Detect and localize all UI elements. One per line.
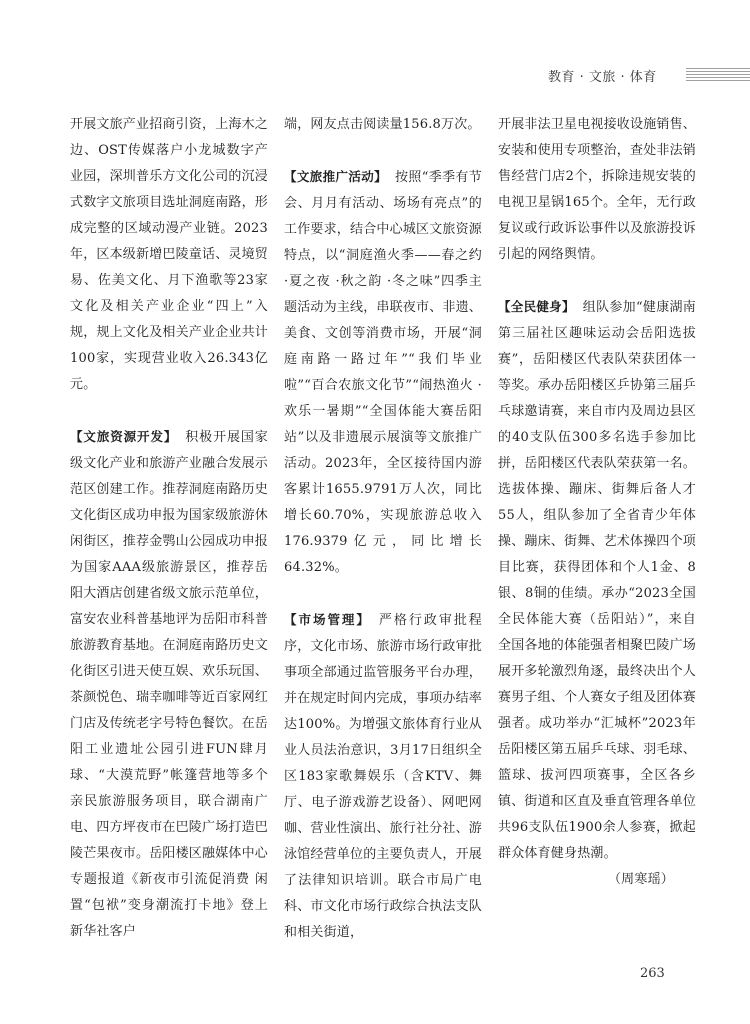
column-1 [70, 112, 268, 945]
paragraph [70, 424, 268, 945]
page-number: 263 [640, 966, 665, 981]
column-3 [498, 112, 696, 893]
paragraph-text: 组队参加“健康湖南第三届社区趣味运动会岳阳选拔赛”，岳阳楼区代表队荣获团体一等奖。承办岳阳楼区乒协第三届乒乓球邀请赛，来自市内及周边县区的40支队伍300多名选手参加比拼，岳阳楼区代表队荣获第一名。选拔体操、蹦床、街舞后备人才55人，组队参加了全省青少年体操、蹦床、街舞、艺术体操四个项目比赛，获得团体和个人1金、8银、8铜的佳绩。承办“2023全国全民体能大赛（岳阳站）”，来自全国各地的体能强者相聚巴陵广场展开多轮激烈角逐，最终决出个人赛男子组、个人赛女子组及团体赛强者。成功举办“汇城杯”2023年岳阳楼区第五届乒乓球、羽毛球、篮球、拔河四项赛事，全区各乡镇、街道和区直及垂直管理各单位共96支队伍1900余人参赛，掀起群众体育健身热潮。 [498, 300, 697, 861]
paragraph-text: 开展非法卫星电视接收设施销售、安装和使用专项整治，查处非法销售经营门店2个，拆除违规安装的电视卫星锅165个。全年，无行政复议或行政诉讼事件以及旅游投诉引起的网络舆情。 [498, 117, 697, 262]
author-credit: （周寒瑶） [607, 872, 674, 887]
paragraph-text: 开展文旅产业招商引资，上海木之边、OST传媒落户小龙城数字产业园，深圳普乐方文化公司的沉浸式数字文旅项目选址洞庭南路，形成完整的区域动漫产业链。2023年，区本级新增巴陵童话、灵境贸易、佐美文化、月下渔歌等23家文化及相关产业企业“四上”入规，规上文化及相关产业企业共计100家，实现营业收入26.343亿元。 [70, 117, 269, 392]
paragraph [498, 294, 696, 893]
column-2 [284, 112, 482, 946]
section-title: 【全民健身】 [498, 299, 575, 314]
paragraph [498, 112, 696, 268]
paragraph-text: 按照“季季有节会、月月有活动、场场有亮点”的工作要求，结合中心城区文旅资源特点，以“洞庭渔火季——春之约 ·夏之夜 ·秋之韵 ·冬之味”四季主题活动为主线，串联夜市、非遗、美食、文创等消费市场，开展“洞庭南路一路过年”“我们毕业啦”“百合农旅文化节”“闹热渔火 ·欢乐一暑期”“全国体能大赛岳阳站”以及非遗展示展演等文旅推广活动。2023年，全区接待国内游客累计1655.9791万人次，同比增长60.70%，实现旅游总收入176.9379亿元，同比增长64.32%。 [284, 170, 483, 575]
paragraph [70, 112, 268, 398]
section-title: 【文旅资源开发】 [70, 429, 178, 444]
section-title: 【文旅推广活动】 [284, 169, 387, 184]
paragraph [284, 164, 482, 581]
paragraph-text: 严格行政审批程序，文化市场、旅游市场行政审批事项全部通过监管服务平台办理，并在规定时间内完成，事项办结率达100%。为增强文旅体育行业从业人员法治意识，3月17日组织全区183家歌舞娱乐（含KTV、舞厅、电子游戏游艺设备）、网吧网咖、营业性演出、旅行社分社、游泳馆经营单位的主要负责人，开展了法律知识培训。联合市局广电科、市文化市场行政综合执法支队和相关街道， [284, 613, 483, 940]
paragraph-text: 端，网友点击阅读量156.8万次。 [284, 117, 481, 132]
paragraph [284, 112, 482, 138]
paragraph-text: 积极开展国家级文化产业和旅游产业融合发展示范区创建工作。推荐洞庭南路历史文化街区成功申报为国家级旅游休闲街区，推荐金鹗山公园成功申报为国家AAA级旅游景区，推荐岳阳大酒店创建省级文旅示范单位，富安农业科普基地评为岳阳市科普旅游教育基地。在洞庭南路历史文化街区引进天使互娱、欢乐玩国、茶颜悦色、瑞幸咖啡等近百家网红门店及传统老字号特色餐饮。在岳阳工业遗址公园引进FUN肆月球、“大漠荒野”帐篷营地等多个亲民旅游服务项目，联合湖南广电、四方坪夜市在巴陵广场打造巴陵芒果夜市。岳阳楼区融媒体中心专题报道《新夜市引流促消费 闲置“包袱”变身潮流打卡地》登上新华社客户 [70, 430, 269, 939]
section-header: 教育 · 文旅 · 体育 [548, 70, 657, 85]
paragraph [284, 607, 482, 946]
section-title: 【市场管理】 [284, 612, 371, 627]
header-decorative-rule [686, 68, 750, 82]
